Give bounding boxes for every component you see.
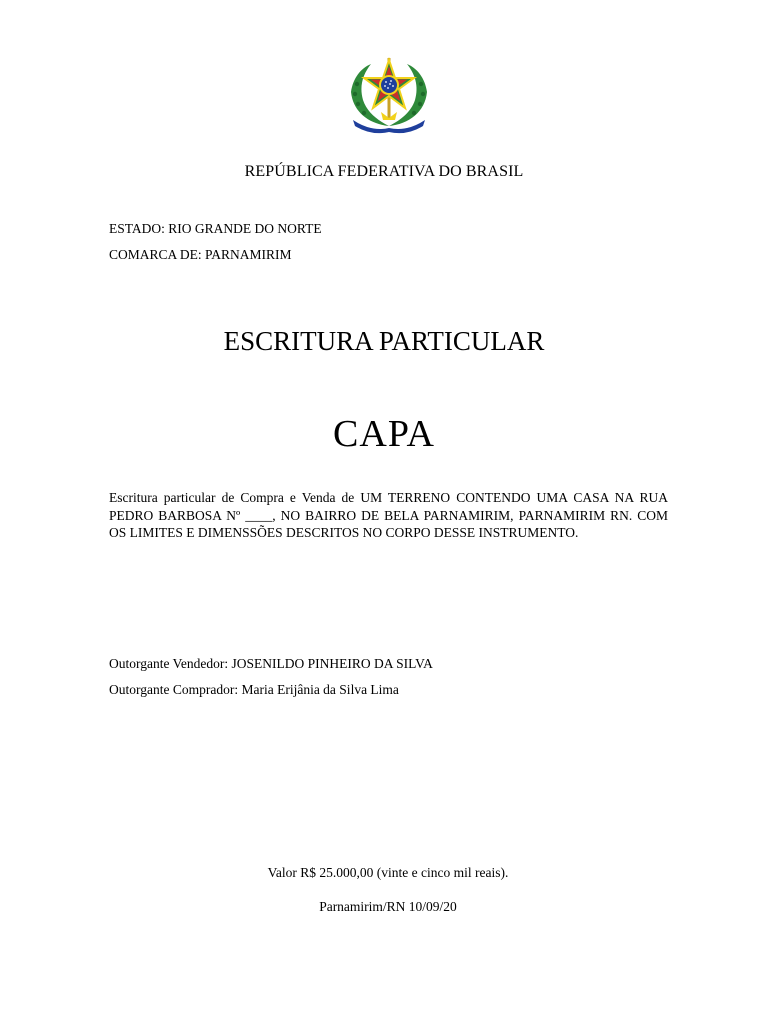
deed-description: Escritura particular de Compra e Venda de UM TERRENO CONTENDO UMA CASA NA RUA PEDRO BARBOSA Nº ____, NO BAIRRO DE BELA PARNAMIRIM, PARNAMIRIM RN. COM OS LIMITES E DIMENSSÕES DESCRITOS NO CORPO DESSE INSTRUMENTO. xyxy=(109,490,668,540)
seller-line: Outorgante Vendedor: JOSENILDO PINHEIRO DA SILVA xyxy=(109,656,433,671)
document-type-title: ESCRITURA PARTICULAR xyxy=(223,326,545,356)
state-line: ESTADO: RIO GRANDE DO NORTE xyxy=(109,221,322,236)
cover-title: CAPA xyxy=(333,413,435,455)
buyer-line: Outorgante Comprador: Maria Erijânia da Silva Lima xyxy=(109,682,399,697)
brazil-coat-of-arms-icon xyxy=(345,54,433,134)
place-date-line: Parnamirim/RN 10/09/20 xyxy=(319,899,457,914)
value-line: Valor R$ 25.000,00 (vinte e cinco mil reais). xyxy=(267,865,509,880)
republic-heading: REPÚBLICA FEDERATIVA DO BRASIL xyxy=(244,163,524,180)
district-line: COMARCA DE: PARNAMIRIM xyxy=(109,247,292,262)
